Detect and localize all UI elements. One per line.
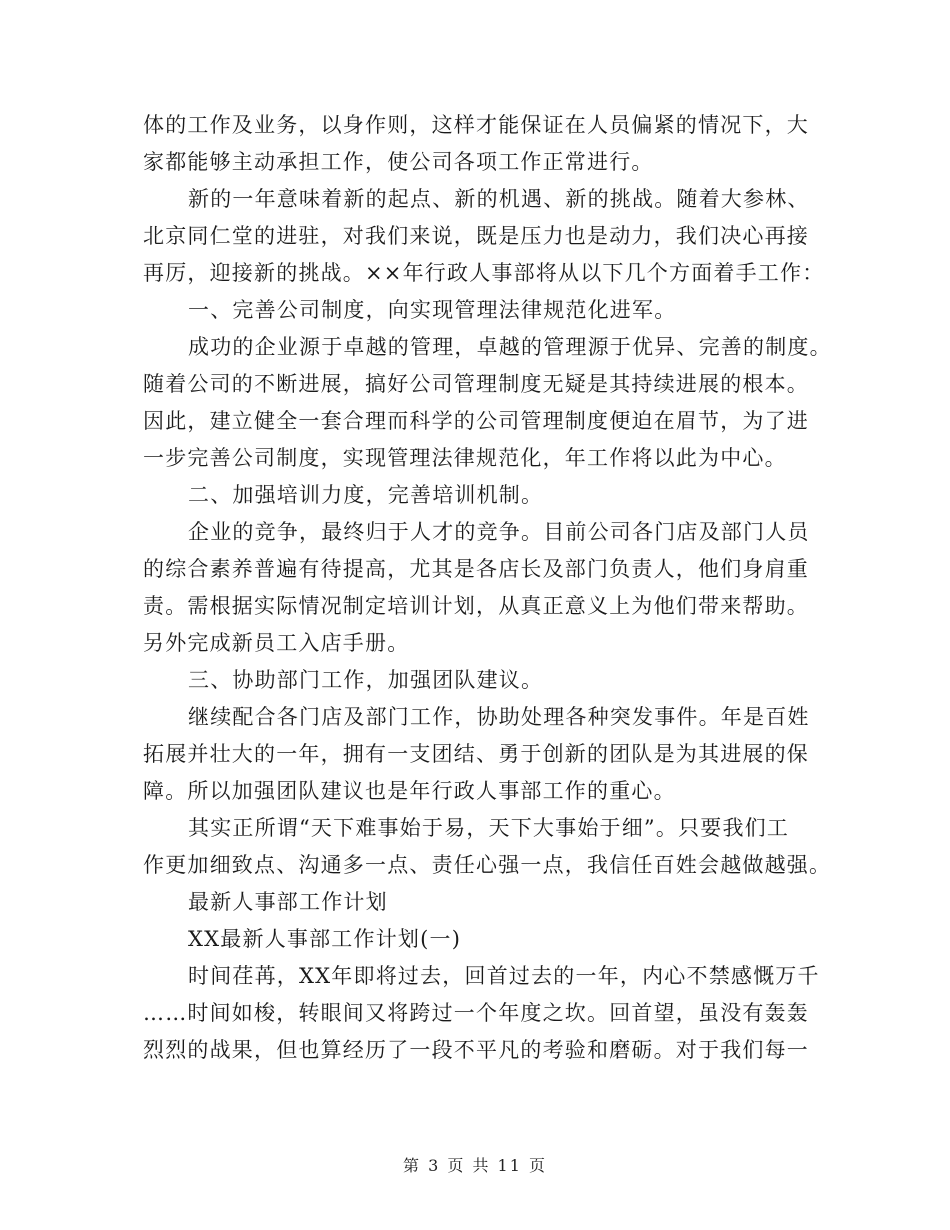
section-heading: 一、完善公司制度，向实现管理法律规范化进军。 (188, 298, 677, 322)
body-line: 拓展并壮大的一年，拥有一支团结、勇于创新的团队是为其进展的保 (143, 742, 809, 766)
section-title: XX最新人事部工作计划(一) (188, 927, 462, 951)
body-line: 另外完成新员工入店手册。 (143, 631, 410, 655)
body-line: 北京同仁堂的进驻，对我们来说，既是压力也是动力，我们决心再接 (143, 224, 809, 248)
document-title: 最新人事部工作计划 (188, 890, 388, 914)
body-line: 因此，建立健全一套合理而科学的公司管理制度便迫在眉节，为了进 (143, 409, 809, 433)
body-line: ……时间如梭，转眼间又将跨过一个年度之坎。回首望，虽没有轰轰 (143, 1001, 809, 1025)
body-line: 体的工作及业务，以身作则，这样才能保证在人员偏紧的情况下，大 (143, 113, 809, 137)
section-heading: 二、加强培训力度，完善培训机制。 (188, 483, 544, 507)
body-line: 再厉，迎接新的挑战。××年行政人事部将从以下几个方面着手工作： (143, 261, 825, 285)
body-line: 家都能够主动承担工作，使公司各项工作正常进行。 (143, 150, 654, 174)
page-footer: 第 3 页 共 11 页 (403, 1156, 547, 1175)
body-line: 一步完善公司制度，实现管理法律规范化，年工作将以此为中心。 (143, 446, 787, 470)
body-line: 烈烈的战果，但也算经历了一段不平凡的考验和磨砺。对于我们每一 (143, 1038, 809, 1062)
body-line: 随着公司的不断进展，搞好公司管理制度无疑是其持续进展的根本。 (143, 372, 809, 396)
body-line: 的综合素养普遍有待提高，尤其是各店长及部门负责人，他们身肩重 (143, 557, 809, 581)
body-line: 企业的竞争，最终归于人才的竞争。目前公司各门店及部门人员 (188, 520, 810, 544)
body-line: 责。需根据实际情况制定培训计划，从真正意义上为他们带来帮助。 (143, 594, 809, 618)
body-line: 其实正所谓“天下难事始于易，天下大事始于细”。只要我们工 (188, 816, 790, 840)
body-line: 障。所以加强团队建议也是年行政人事部工作的重心。 (143, 779, 676, 803)
section-heading: 三、协助部门工作，加强团队建议。 (188, 668, 544, 692)
body-line: 新的一年意味着新的起点、新的机遇、新的挑战。随着大参林、 (188, 187, 810, 211)
body-line: 继续配合各门店及部门工作，协助处理各种突发事件。年是百姓 (188, 705, 810, 729)
body-line: 作更加细致点、沟通多一点、责任心强一点，我信任百姓会越做越强。 (143, 853, 832, 877)
body-line: 时间荏苒，XX年即将过去，回首过去的一年，内心不禁感慨万千 (188, 964, 820, 988)
body-line: 成功的企业源于卓越的管理，卓越的管理源于优异、完善的制度。 (188, 335, 832, 359)
